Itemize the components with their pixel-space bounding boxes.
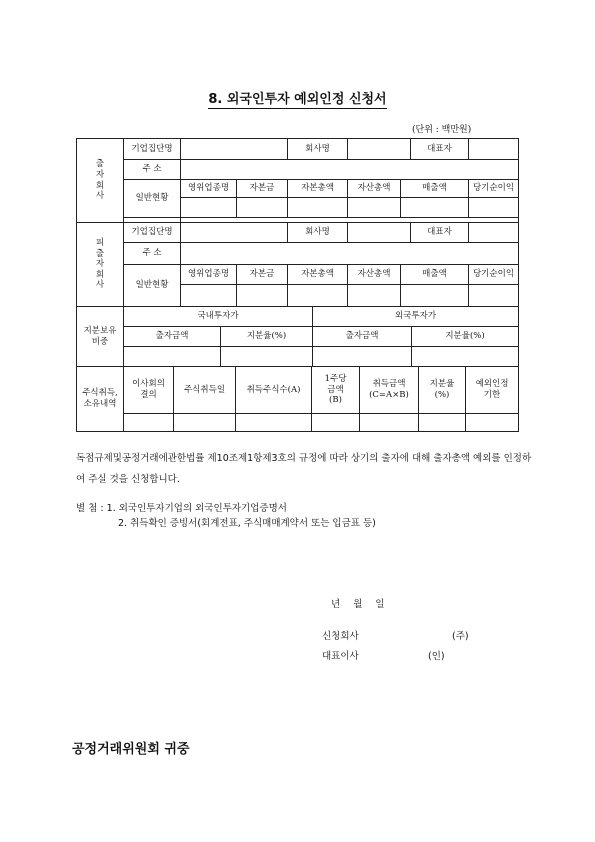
acquisition-col-header: 지분율 (%) bbox=[419, 367, 466, 414]
general-status-label: 일반현황 bbox=[124, 265, 181, 307]
share-ratio-header: 지분율(%) bbox=[412, 327, 519, 347]
acquisition-value-field[interactable] bbox=[236, 414, 312, 432]
status-col-header: 자본금 bbox=[237, 265, 288, 285]
acquisition-value-field[interactable] bbox=[360, 414, 419, 432]
status-value-field[interactable] bbox=[288, 198, 348, 218]
company-info-table bbox=[76, 138, 519, 307]
investee-company-label: 피 출 자 회 사 bbox=[77, 223, 124, 307]
representative-label: 대표자 bbox=[411, 223, 469, 243]
investment-amount-header: 출자금액 bbox=[313, 327, 412, 347]
status-col-header: 매출액 bbox=[401, 180, 469, 198]
group-name-label: 기업집단명 bbox=[124, 223, 181, 243]
attachment-item: 2. 취득확인 증빙서(회계전표, 주식매매계약서 또는 입금표 등) bbox=[118, 518, 376, 529]
foreign-investor-header: 외국투자가 bbox=[313, 307, 519, 327]
representative-label: 대표자 bbox=[411, 139, 469, 160]
company-seal-mark: (주) bbox=[452, 631, 469, 642]
status-value-field[interactable] bbox=[469, 285, 519, 307]
domestic-ratio-field[interactable] bbox=[221, 347, 313, 367]
status-value-field[interactable] bbox=[237, 285, 288, 307]
applicant-company-label: 신청회사 bbox=[322, 631, 359, 642]
foreign-ratio-field[interactable] bbox=[412, 347, 519, 367]
acquisition-col-header: 1주당 금액 (B) bbox=[312, 367, 360, 414]
status-col-header: 당기순이익 bbox=[469, 180, 519, 198]
general-status-label: 일반현황 bbox=[124, 180, 181, 218]
status-value-field[interactable] bbox=[401, 285, 469, 307]
acquisition-value-field[interactable] bbox=[312, 414, 360, 432]
status-value-field[interactable] bbox=[181, 285, 237, 307]
status-col-header: 매출액 bbox=[401, 265, 469, 285]
addressee: 공정거래위원회 귀중 bbox=[72, 742, 190, 757]
company-name-field[interactable] bbox=[348, 139, 411, 160]
representative-field[interactable] bbox=[469, 139, 519, 160]
representative-field[interactable] bbox=[469, 223, 519, 243]
group-name-field[interactable] bbox=[181, 139, 288, 160]
unit-note: (단위 : 백만원) bbox=[412, 125, 472, 135]
status-col-header: 자본총액 bbox=[288, 180, 348, 198]
status-col-header: 영위업종명 bbox=[181, 265, 237, 285]
acquisition-col-header: 이사회의 결의 bbox=[124, 367, 174, 414]
application-statement: 독점규제및공정거래에관한법률 제10조제1항제3호의 규정에 따라 상기의 출자에 대해 출자총액 예외를 인정하여 주실 것을 신청합니다. bbox=[76, 453, 532, 485]
status-value-field[interactable] bbox=[469, 198, 519, 218]
address-field[interactable] bbox=[181, 160, 519, 180]
status-col-header: 자본총액 bbox=[288, 265, 348, 285]
investor-company-label: 출 자 회 사 bbox=[77, 139, 124, 223]
status-value-field[interactable] bbox=[401, 198, 469, 218]
acquisition-col-header: 취득금액 (C=A×B) bbox=[360, 367, 419, 414]
application-date: 년 월 일 bbox=[331, 599, 385, 610]
acquisition-label: 주식취득, 소유내역 bbox=[77, 367, 124, 432]
status-col-header: 자산총액 bbox=[348, 265, 401, 285]
status-value-field[interactable] bbox=[288, 285, 348, 307]
ownership-table bbox=[76, 306, 519, 367]
company-name-field[interactable] bbox=[348, 223, 411, 243]
acquisition-value-field[interactable] bbox=[466, 414, 519, 432]
attachments bbox=[76, 501, 376, 531]
status-value-field[interactable] bbox=[181, 198, 237, 218]
investment-amount-header: 출자금액 bbox=[124, 327, 221, 347]
company-name-label: 회사명 bbox=[288, 139, 348, 160]
form-title: 8. 외국인투자 예외인정 신청서 bbox=[208, 92, 387, 107]
status-value-field[interactable] bbox=[348, 285, 401, 307]
attachment-item: 별 첨 : 1. 외국인투자기업의 외국인투자기업증명서 bbox=[76, 503, 287, 514]
representative-label: 대표이사 bbox=[322, 651, 359, 662]
status-col-header: 당기순이익 bbox=[469, 265, 519, 285]
ownership-label: 지분보유 비중 bbox=[77, 307, 124, 367]
group-name-field[interactable] bbox=[181, 223, 288, 243]
share-ratio-header: 지분율(%) bbox=[221, 327, 313, 347]
attachments-label: 별 첨 : bbox=[76, 503, 104, 514]
acquisition-col-header: 취득주식수(A) bbox=[236, 367, 312, 414]
acquisition-value-field[interactable] bbox=[124, 414, 174, 432]
address-label: 주 소 bbox=[124, 160, 181, 180]
status-col-header: 자산총액 bbox=[348, 180, 401, 198]
domestic-amount-field[interactable] bbox=[124, 347, 221, 367]
acquisition-col-header: 주식취득일 bbox=[174, 367, 236, 414]
address-label: 주 소 bbox=[124, 243, 181, 265]
domestic-investor-header: 국내투자가 bbox=[124, 307, 313, 327]
foreign-amount-field[interactable] bbox=[313, 347, 412, 367]
status-col-header: 영위업종명 bbox=[181, 180, 237, 198]
acquisition-value-field[interactable] bbox=[174, 414, 236, 432]
status-col-header: 자본금 bbox=[237, 180, 288, 198]
acquisition-value-field[interactable] bbox=[419, 414, 466, 432]
group-name-label: 기업집단명 bbox=[124, 139, 181, 160]
acquisition-col-header: 예외인정 기한 bbox=[466, 367, 519, 414]
address-field[interactable] bbox=[181, 243, 519, 265]
company-name-label: 회사명 bbox=[288, 223, 348, 243]
status-value-field[interactable] bbox=[348, 198, 401, 218]
status-value-field[interactable] bbox=[237, 198, 288, 218]
representative-seal-mark: (인) bbox=[428, 651, 445, 662]
acquisition-table bbox=[76, 366, 519, 432]
